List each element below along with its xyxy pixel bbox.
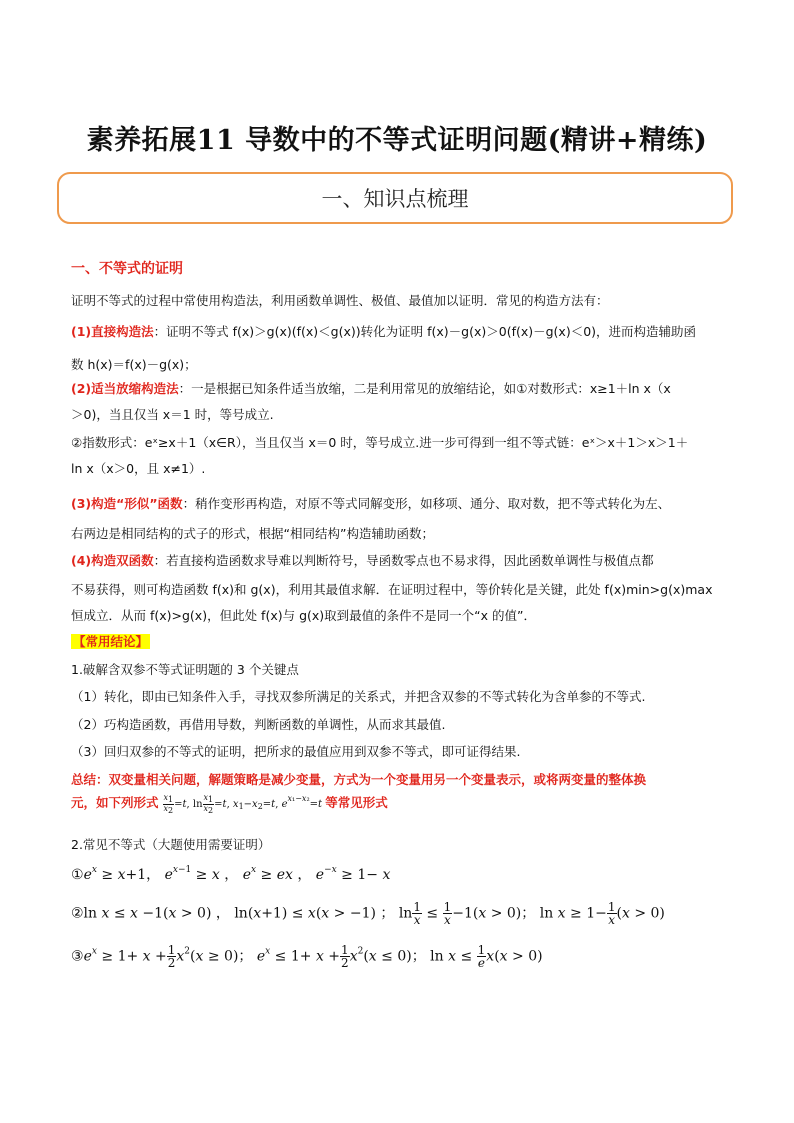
method-1-line-2: 数 h(x)＝f(x)－g(x)； [71, 357, 197, 372]
method-3-line-2: 右两边是相同结构的式子的形式，根据“相同结构”构造辅助函数； [71, 526, 434, 541]
summary-prefix: 元，如下列形式 [71, 795, 159, 810]
document-title: 素养拓展11 导数中的不等式证明问题(精讲+精练) [86, 125, 708, 156]
conclusion-1-item-2: （2）巧构造函数，再借用导数，判断函数的单调性，从而求其最值. [71, 717, 446, 732]
method-1-label: (1)直接构造法 [71, 324, 154, 339]
common-conclusions-tag-line [71, 632, 150, 650]
method-2-line-4: ln x（x＞0，且 x≠1）. [71, 461, 206, 476]
summary-line-1: 总结：双变量相关问题，解题策略是减少变量，方式为一个变量用另一个变量表示，或将两变量的整体换 [71, 772, 647, 787]
formula-line-1: $①e^x \ge x+1$， $e^{x-1} \ge x$ ， $e^x$ ≥ ex ， $e^{-x} \ge 1- x$ [71, 865, 391, 883]
method-4-label: (4)构造双函数 [71, 553, 154, 568]
method-2-label: (2)适当放缩构造法 [71, 381, 179, 396]
summary-suffix: 等常见形式 [325, 795, 388, 810]
formula-line-3: $③e^x \ge 1+ x$ + $\frac{1}{2}$ $x^2(x \ge 0)$； $e^x \le 1+ x$ + $\frac{1}{2}$ $x^2(x \le 0)$； ln x ≤ $\frac{1}{e}$ x(x > 0) [71, 943, 543, 970]
common-conclusions-tag: 【常用结论】 [73, 634, 149, 649]
method-3-label: (3)构造“形似”函数 [71, 496, 183, 511]
summary-line-2 [71, 793, 388, 815]
heading-inequality-proof: 一、不等式的证明 [71, 261, 183, 277]
formula-line-2: ②ln x ≤ x −1(x > 0) ， ln(x+1) ≤ x(x > −1) ； ln $\frac{1}{x}$ ≤ $\frac{1}{x}$ −1(x > 0)； ln x ≥ 1− $\frac{1}{x}$ (x > 0) [71, 900, 665, 927]
method-2-line-1 [71, 379, 671, 397]
conclusion-1-item-3: （3）回归双参的不等式的证明，把所求的最值应用到双参不等式，即可证得结果. [71, 744, 521, 759]
method-1-line-1 [71, 322, 696, 340]
method-2-line-2: ＞0)，当且仅当 x＝1 时，等号成立. [71, 407, 274, 422]
method-4-line-3: 恒成立．从而 f(x)>g(x)，但此处 f(x)与 g(x)取到最值的条件不是同一个“x 的值”． [71, 608, 536, 623]
method-3-text: ：稍作变形再构造，对原不等式同解变形，如移项、通分、取对数，把不等式转化为左、 [182, 496, 671, 511]
intro-text: 证明不等式的过程中常使用构造法，利用函数单调性、极值、最值加以证明．常见的构造方法有： [71, 293, 609, 308]
conclusion-1-item-1: （1）转化，即由已知条件入手，寻找双参所满足的关系式，并把含双参的不等式转化为含单参的不等式. [71, 689, 646, 704]
method-3-line-1 [71, 494, 670, 512]
method-1-text: ：证明不等式 f(x)＞g(x)(f(x)＜g(x))转化为证明 f(x)－g(x)＞0(f(x)－g(x)＜0)，进而构造辅助函 [153, 324, 697, 339]
method-4-line-1 [71, 551, 654, 569]
method-2-line-3: ②指数形式：eˣ≥x＋1（x∈R），当且仅当 x＝0 时，等号成立.进一步可得到一组不等式链：eˣ＞x＋1＞x＞1＋ [71, 435, 689, 450]
section-header-box [57, 172, 733, 224]
section-header-text: 一、知识点梳理 [321, 187, 469, 211]
method-4-line-2: 不易获得，则可构造函数 f(x)和 g(x)，利用其最值求解．在证明过程中，等价转化是关键，此处 f(x)min>g(x)max [71, 582, 713, 597]
summary-forms-formula: $\frac{x1}{x2}$ =t, ln $\frac{x1}{x2}$ =t, $x_1-x_2=t$, $e^{x_1-x_2}=t$ [163, 793, 323, 815]
conclusion-1-title: 1.破解含双参不等式证明题的 3 个关键点 [71, 662, 299, 677]
conclusion-2-title: 2.常见不等式（大题使用需要证明） [71, 837, 271, 852]
method-4-text: ：若直接构造函数求导难以判断符号，导函数零点也不易求得，因此函数单调性与极值点都 [153, 553, 654, 568]
method-2-text: ：一是根据已知条件适当放缩，二是利用常见的放缩结论，如①对数形式：x≥1＋ln x（x [178, 381, 671, 396]
